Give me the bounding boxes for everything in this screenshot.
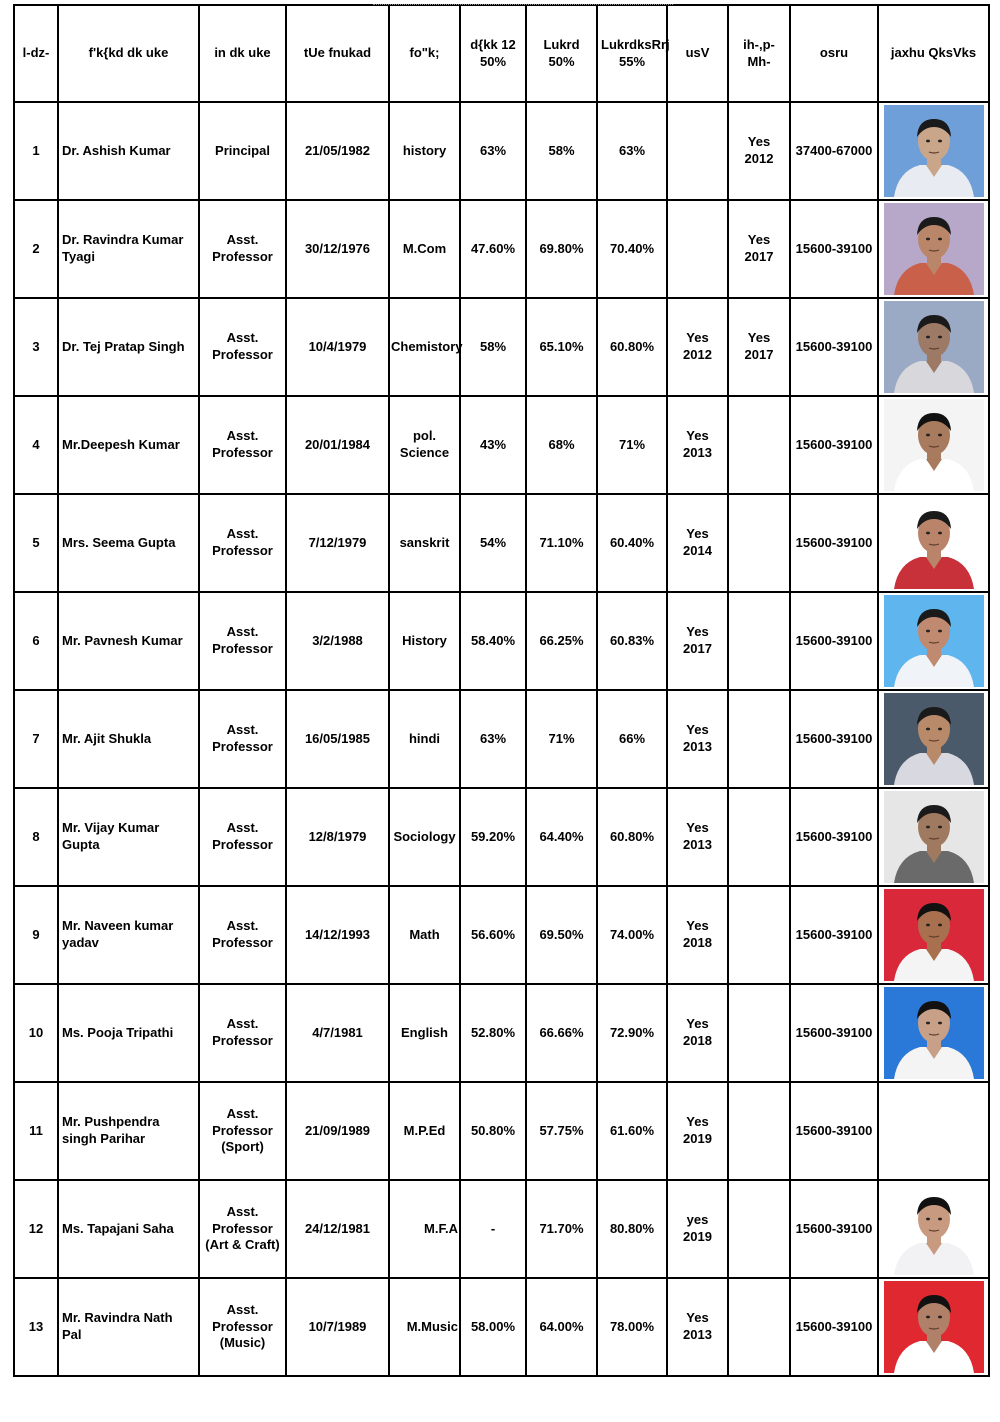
portrait-photo bbox=[884, 889, 984, 981]
header-post: in dk uke bbox=[199, 5, 286, 102]
phd-status: Yes 2012 bbox=[728, 102, 790, 200]
subject: English bbox=[389, 984, 460, 1082]
post-name: Asst. Professor (Sport) bbox=[199, 1082, 286, 1180]
faculty-name: Mr. Naveen kumar yadav bbox=[58, 886, 199, 984]
class12-percent: 58.00% bbox=[460, 1278, 526, 1376]
net-status: yes 2019 bbox=[667, 1180, 728, 1278]
class12-percent: 43% bbox=[460, 396, 526, 494]
subject: M.P.Ed bbox=[389, 1082, 460, 1180]
phd-status bbox=[728, 984, 790, 1082]
class12-percent: 59.20% bbox=[460, 788, 526, 886]
phd-status bbox=[728, 494, 790, 592]
pay-scale: 15600-39100 bbox=[790, 1180, 878, 1278]
photo-cell bbox=[878, 1180, 989, 1278]
photo-cell bbox=[878, 886, 989, 984]
table-row bbox=[14, 102, 989, 200]
pay-scale: 15600-39100 bbox=[790, 1278, 878, 1376]
graduation-percent: 69.80% bbox=[526, 200, 597, 298]
phd-status bbox=[728, 592, 790, 690]
table-row bbox=[14, 690, 989, 788]
postgrad-percent: 70.40% bbox=[597, 200, 667, 298]
faculty-name: Mrs. Seema Gupta bbox=[58, 494, 199, 592]
date-of-birth: 10/4/1979 bbox=[286, 298, 389, 396]
row-sno: 10 bbox=[14, 984, 58, 1082]
portrait-photo bbox=[884, 301, 984, 393]
faculty-name: Mr. Pushpendra singh Parihar bbox=[58, 1082, 199, 1180]
class12-percent: 58% bbox=[460, 298, 526, 396]
header-row bbox=[14, 5, 989, 102]
phd-status bbox=[728, 1278, 790, 1376]
faculty-table bbox=[13, 4, 990, 1377]
subject: M.F.A bbox=[389, 1180, 460, 1278]
postgrad-percent: 60.83% bbox=[597, 592, 667, 690]
post-name: Asst. Professor bbox=[199, 592, 286, 690]
photo-cell bbox=[878, 1278, 989, 1376]
row-sno: 5 bbox=[14, 494, 58, 592]
postgrad-percent: 74.00% bbox=[597, 886, 667, 984]
row-sno: 2 bbox=[14, 200, 58, 298]
postgrad-percent: 60.40% bbox=[597, 494, 667, 592]
header-sno: l-dz- bbox=[14, 5, 58, 102]
pay-scale: 15600-39100 bbox=[790, 1082, 878, 1180]
portrait-photo bbox=[884, 791, 984, 883]
subject: history bbox=[389, 102, 460, 200]
post-name: Asst. Professor bbox=[199, 396, 286, 494]
subject: M.Com bbox=[389, 200, 460, 298]
header-name: f'k{kd dk uke bbox=[58, 5, 199, 102]
date-of-birth: 4/7/1981 bbox=[286, 984, 389, 1082]
photo-cell bbox=[878, 690, 989, 788]
table-row bbox=[14, 1278, 989, 1376]
phd-status bbox=[728, 886, 790, 984]
photo-cell bbox=[878, 984, 989, 1082]
table-row bbox=[14, 592, 989, 690]
pay-scale: 15600-39100 bbox=[790, 788, 878, 886]
pay-scale: 37400-67000 bbox=[790, 102, 878, 200]
graduation-percent: 57.75% bbox=[526, 1082, 597, 1180]
net-status: Yes 2017 bbox=[667, 592, 728, 690]
header-class12: d{kk 12 50% bbox=[460, 5, 526, 102]
post-name: Asst. Professor bbox=[199, 886, 286, 984]
pay-scale: 15600-39100 bbox=[790, 200, 878, 298]
header-dob: tUe fnukad bbox=[286, 5, 389, 102]
post-name: Asst. Professor bbox=[199, 298, 286, 396]
portrait-photo bbox=[884, 595, 984, 687]
subject: pol. Science bbox=[389, 396, 460, 494]
portrait-photo bbox=[884, 497, 984, 589]
graduation-percent: 66.66% bbox=[526, 984, 597, 1082]
subject: Sociology bbox=[389, 788, 460, 886]
date-of-birth: 20/01/1984 bbox=[286, 396, 389, 494]
phd-status bbox=[728, 690, 790, 788]
graduation-percent: 58% bbox=[526, 102, 597, 200]
post-name: Asst. Professor bbox=[199, 690, 286, 788]
pay-scale: 15600-39100 bbox=[790, 886, 878, 984]
post-name: Asst. Professor bbox=[199, 494, 286, 592]
date-of-birth: 10/7/1989 bbox=[286, 1278, 389, 1376]
class12-percent: 63% bbox=[460, 690, 526, 788]
date-of-birth: 7/12/1979 bbox=[286, 494, 389, 592]
postgrad-percent: 72.90% bbox=[597, 984, 667, 1082]
graduation-percent: 64.40% bbox=[526, 788, 597, 886]
post-name: Asst. Professor (Art & Craft) bbox=[199, 1180, 286, 1278]
pay-scale: 15600-39100 bbox=[790, 984, 878, 1082]
faculty-name: Ms. Pooja Tripathi bbox=[58, 984, 199, 1082]
post-name: Asst. Professor (Music) bbox=[199, 1278, 286, 1376]
net-status bbox=[667, 102, 728, 200]
net-status: Yes 2014 bbox=[667, 494, 728, 592]
date-of-birth: 30/12/1976 bbox=[286, 200, 389, 298]
staff-sheet bbox=[13, 4, 988, 1377]
header-photo: jaxhu QksVks bbox=[878, 5, 989, 102]
table-row bbox=[14, 1180, 989, 1278]
graduation-percent: 64.00% bbox=[526, 1278, 597, 1376]
header-pay: osru bbox=[790, 5, 878, 102]
table-row bbox=[14, 886, 989, 984]
subject: sanskrit bbox=[389, 494, 460, 592]
post-name: Asst. Professor bbox=[199, 984, 286, 1082]
graduation-percent: 66.25% bbox=[526, 592, 597, 690]
row-sno: 13 bbox=[14, 1278, 58, 1376]
row-sno: 4 bbox=[14, 396, 58, 494]
subject: Chemistory bbox=[389, 298, 460, 396]
pay-scale: 15600-39100 bbox=[790, 298, 878, 396]
postgrad-percent: 80.80% bbox=[597, 1180, 667, 1278]
net-status: Yes 2018 bbox=[667, 886, 728, 984]
row-sno: 11 bbox=[14, 1082, 58, 1180]
postgrad-percent: 78.00% bbox=[597, 1278, 667, 1376]
faculty-rows bbox=[14, 102, 989, 1376]
portrait-photo bbox=[884, 1281, 984, 1373]
date-of-birth: 21/09/1989 bbox=[286, 1082, 389, 1180]
graduation-percent: 71% bbox=[526, 690, 597, 788]
header-subject: fo"k; bbox=[389, 5, 460, 102]
postgrad-percent: 71% bbox=[597, 396, 667, 494]
date-of-birth: 24/12/1981 bbox=[286, 1180, 389, 1278]
net-status bbox=[667, 200, 728, 298]
phd-status bbox=[728, 1082, 790, 1180]
row-sno: 8 bbox=[14, 788, 58, 886]
photo-cell bbox=[878, 494, 989, 592]
class12-percent: 54% bbox=[460, 494, 526, 592]
table-row bbox=[14, 200, 989, 298]
net-status: Yes 2013 bbox=[667, 690, 728, 788]
pay-scale: 15600-39100 bbox=[790, 494, 878, 592]
table-row bbox=[14, 788, 989, 886]
date-of-birth: 12/8/1979 bbox=[286, 788, 389, 886]
portrait-photo bbox=[884, 399, 984, 491]
graduation-percent: 71.10% bbox=[526, 494, 597, 592]
post-name: Asst. Professor bbox=[199, 200, 286, 298]
date-of-birth: 16/05/1985 bbox=[286, 690, 389, 788]
row-sno: 1 bbox=[14, 102, 58, 200]
table-row bbox=[14, 984, 989, 1082]
row-sno: 7 bbox=[14, 690, 58, 788]
faculty-name: Mr. Vijay Kumar Gupta bbox=[58, 788, 199, 886]
portrait-photo bbox=[884, 693, 984, 785]
photo-cell bbox=[878, 298, 989, 396]
phd-status bbox=[728, 1180, 790, 1278]
net-status: Yes 2013 bbox=[667, 1278, 728, 1376]
date-of-birth: 14/12/1993 bbox=[286, 886, 389, 984]
class12-percent: 52.80% bbox=[460, 984, 526, 1082]
phd-status: Yes 2017 bbox=[728, 298, 790, 396]
photo-cell bbox=[878, 788, 989, 886]
faculty-name: Dr. Ravindra Kumar Tyagi bbox=[58, 200, 199, 298]
graduation-percent: 71.70% bbox=[526, 1180, 597, 1278]
postgrad-percent: 60.80% bbox=[597, 788, 667, 886]
phd-status: Yes 2017 bbox=[728, 200, 790, 298]
table-row bbox=[14, 1082, 989, 1180]
graduation-percent: 65.10% bbox=[526, 298, 597, 396]
class12-percent: 47.60% bbox=[460, 200, 526, 298]
photo-cell bbox=[878, 396, 989, 494]
cropped-title-line bbox=[373, 0, 673, 5]
class12-percent: 63% bbox=[460, 102, 526, 200]
faculty-name: Mr. Ajit Shukla bbox=[58, 690, 199, 788]
class12-percent: 58.40% bbox=[460, 592, 526, 690]
faculty-name: Mr. Ravindra Nath Pal bbox=[58, 1278, 199, 1376]
pay-scale: 15600-39100 bbox=[790, 690, 878, 788]
net-status: Yes 2012 bbox=[667, 298, 728, 396]
row-sno: 6 bbox=[14, 592, 58, 690]
portrait-photo bbox=[884, 1183, 984, 1275]
faculty-name: Mr.Deepesh Kumar bbox=[58, 396, 199, 494]
post-name: Principal bbox=[199, 102, 286, 200]
postgrad-percent: 63% bbox=[597, 102, 667, 200]
faculty-name: Dr. Ashish Kumar bbox=[58, 102, 199, 200]
postgrad-percent: 60.80% bbox=[597, 298, 667, 396]
row-sno: 3 bbox=[14, 298, 58, 396]
net-status: Yes 2019 bbox=[667, 1082, 728, 1180]
faculty-name: Ms. Tapajani Saha bbox=[58, 1180, 199, 1278]
net-status: Yes 2013 bbox=[667, 788, 728, 886]
postgrad-percent: 61.60% bbox=[597, 1082, 667, 1180]
table-row bbox=[14, 396, 989, 494]
subject: Math bbox=[389, 886, 460, 984]
photo-cell bbox=[878, 592, 989, 690]
net-status: Yes 2013 bbox=[667, 396, 728, 494]
header-net: usV bbox=[667, 5, 728, 102]
photo-cell bbox=[878, 1082, 989, 1180]
header-postgrad: LukrdksRrj 55% bbox=[597, 5, 667, 102]
subject: M.Music bbox=[389, 1278, 460, 1376]
date-of-birth: 21/05/1982 bbox=[286, 102, 389, 200]
photo-cell bbox=[878, 200, 989, 298]
row-sno: 12 bbox=[14, 1180, 58, 1278]
phd-status bbox=[728, 788, 790, 886]
subject: hindi bbox=[389, 690, 460, 788]
table-row bbox=[14, 494, 989, 592]
graduation-percent: 68% bbox=[526, 396, 597, 494]
faculty-name: Mr. Pavnesh Kumar bbox=[58, 592, 199, 690]
portrait-photo bbox=[884, 987, 984, 1079]
graduation-percent: 69.50% bbox=[526, 886, 597, 984]
post-name: Asst. Professor bbox=[199, 788, 286, 886]
portrait-photo bbox=[884, 105, 984, 197]
postgrad-percent: 66% bbox=[597, 690, 667, 788]
faculty-name: Dr. Tej Pratap Singh bbox=[58, 298, 199, 396]
date-of-birth: 3/2/1988 bbox=[286, 592, 389, 690]
header-graduation: Lukrd 50% bbox=[526, 5, 597, 102]
net-status: Yes 2018 bbox=[667, 984, 728, 1082]
class12-percent: 56.60% bbox=[460, 886, 526, 984]
table-row bbox=[14, 298, 989, 396]
pay-scale: 15600-39100 bbox=[790, 592, 878, 690]
subject: History bbox=[389, 592, 460, 690]
class12-percent: - bbox=[460, 1180, 526, 1278]
portrait-photo bbox=[884, 203, 984, 295]
header-phd: ih-,p-Mh- bbox=[728, 5, 790, 102]
photo-cell bbox=[878, 102, 989, 200]
row-sno: 9 bbox=[14, 886, 58, 984]
phd-status bbox=[728, 396, 790, 494]
pay-scale: 15600-39100 bbox=[790, 396, 878, 494]
class12-percent: 50.80% bbox=[460, 1082, 526, 1180]
